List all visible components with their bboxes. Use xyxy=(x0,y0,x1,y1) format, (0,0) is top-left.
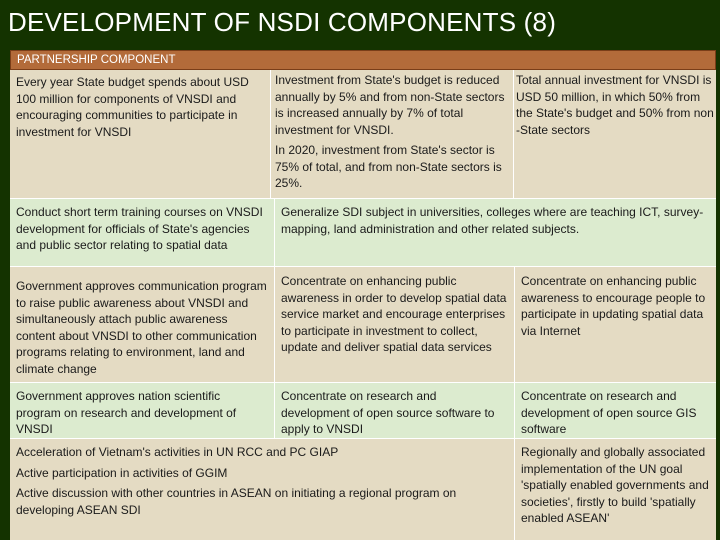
row4-col2-text: Concentrate on research and development of open source software to apply to VNSDI xyxy=(281,389,495,436)
row4-col1-text: Government approves nation scientific program on research and development of VNSDI xyxy=(16,389,237,436)
row2-col2-cell xyxy=(274,198,716,266)
row1-col2-text-a: Investment from State's budget is reduced annually by 5% and from non-State sectors is increased annually by 7% of total investment for VNSDI. xyxy=(275,73,505,137)
row3-col3-text: Concentrate on enhancing public awareness to encourage people to participate in updating spatial data via Internet xyxy=(521,274,706,338)
row5-col1-cell xyxy=(10,438,514,540)
row1-col2-cell xyxy=(270,70,513,198)
row3-col1-cell xyxy=(10,266,274,382)
row1-col1-cell xyxy=(10,70,270,198)
row2-col1-cell xyxy=(10,198,274,266)
row5-col3-cell xyxy=(514,438,716,540)
row2-col2-text: Generalize SDI subject in universities, colleges where are teaching ICT, survey-mapping, land administration and other related subjects. xyxy=(281,205,704,236)
row4-col3-cell xyxy=(514,382,716,438)
partnership-header xyxy=(10,50,716,70)
row3-col2-cell xyxy=(274,266,514,382)
row1-col1-text: Every year State budget spends about USD 100 million for components of VNSDI and encouraging communities to participate in investment for VNSDI xyxy=(16,75,249,139)
partnership-header-label: PARTNERSHIP COMPONENT xyxy=(17,54,176,66)
slide-title: DEVELOPMENT OF NSDI COMPONENTS (8) xyxy=(8,7,557,37)
row1-col3-cell xyxy=(513,70,716,198)
row1-col3-text: Total annual investment for VNSDI is USD 50 million, in which 50% from the State's budget and 50% from non -State sectors xyxy=(516,73,714,137)
row5-col3-text: Regionally and globally associated implementation of the UN goal 'spatially enabled governments and societies', firstly to build 'spatially enabled ASEAN' xyxy=(521,445,709,525)
row3-col2-text: Concentrate on enhancing public awareness in order to develop spatial data service market and encourage enterprises to participate in investment to collect, update and deliver spatial data services xyxy=(281,274,507,354)
row3-col1-text: Government approves communication program to raise public awareness about VNSDI and simultaneously attach public awareness content about VNSDI to other communication programs relating to environment, land and climate change xyxy=(16,279,267,376)
row4-col2-cell xyxy=(274,382,514,438)
row2-col1-text: Conduct short term training courses on VNSDI development for officials of State's agencies and public sector relating to spatial data xyxy=(16,205,263,252)
row5-col1-text-c: Active discussion with other countries in ASEAN on initiating a regional program on developing ASEAN SDI xyxy=(16,486,457,517)
row3-col3-cell xyxy=(514,266,716,382)
row5-col1-text-a: Acceleration of Vietnam's activities in UN RCC and PC GIAP xyxy=(16,445,339,459)
row1-col2-text-b: In 2020, investment from State's sector is 75% of total, and from non-State sectors is 25%. xyxy=(275,143,502,190)
row4-col1-cell xyxy=(10,382,274,438)
row4-col3-text: Concentrate on research and development of open source GIS software xyxy=(521,389,697,436)
row5-col1-text-b: Active participation in activities of GGIM xyxy=(16,465,228,480)
